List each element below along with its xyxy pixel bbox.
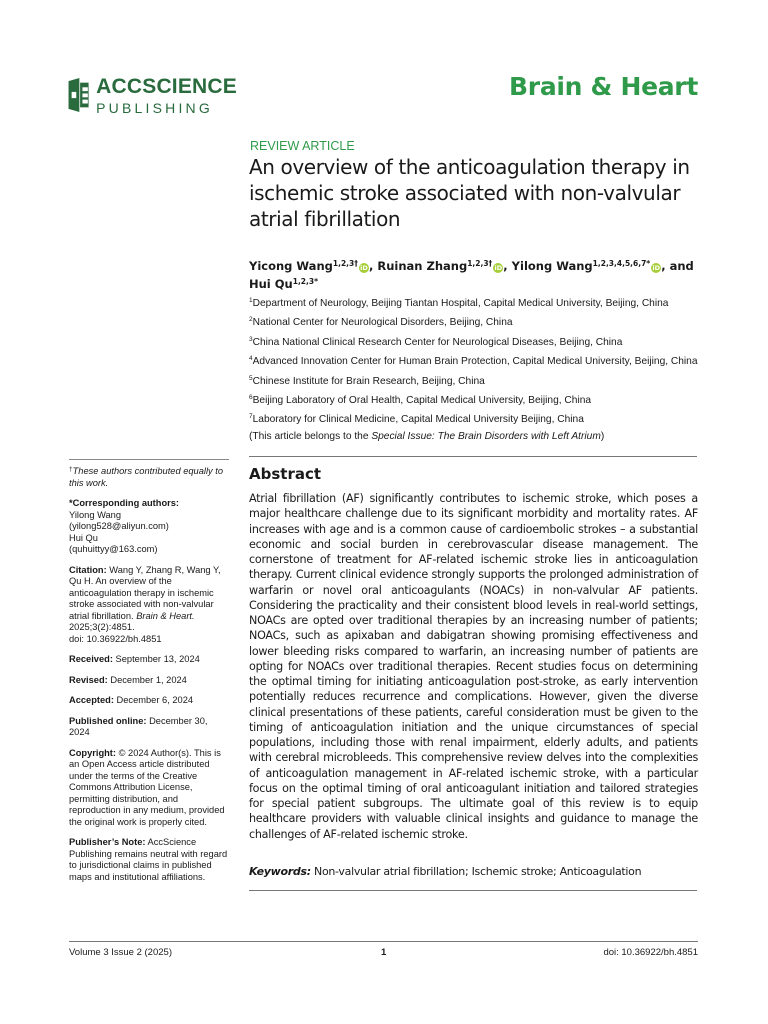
equal-contribution-note: †These authors contributed equally to this work. — [69, 459, 229, 489]
affiliation-item: $^6$Beijing Laboratory of Oral Health, Capital Medical University, Beijing, China — [249, 394, 592, 407]
affiliation-item: $^4$Advanced Innovation Center for Human Brain Protection, Capital Medical University, Beijing, China — [249, 355, 698, 368]
publisher-name-line1: ACCSCIENCE — [96, 74, 237, 98]
author-name: Yicong Wang — [249, 259, 333, 273]
sidebar-divider — [69, 459, 229, 460]
corr-email-2[interactable]: (quhuittyy@163.com) — [69, 544, 158, 554]
affiliation-item: $^5$Chinese Institute for Brain Research, Beijing, China — [249, 374, 485, 387]
publisher-note: Publisher’s Note: AccScience Publishing remains neutral with regard to jurisdictional claims in published maps and institutional affiliations. — [69, 837, 228, 882]
abstract-heading: Abstract — [249, 465, 322, 483]
orcid-icon[interactable]: iD — [652, 264, 661, 272]
published-date: Published online: December 30, 2024 — [69, 715, 208, 737]
affiliation-list — [249, 293, 719, 445]
abstract-body: Atrial fibrillation (AF) significantly contributes to ischemic stroke, which poses a major healthcare challenge due to its significant morbidity and mortality rates. AF increases with age and is a common cause of cardioembolic strokes – a substantial economic and social burden in cerebrovascular disease management. The cornerstone of treatment for AF-related ischemic stroke lies in anticoagulation therapy. Current clinical evidence strongly supports the prolonged administration of warfarin or novel oral anticoagulants (NOACs) in non-valvular AF patients. Considering the practicality and their consistent blood levels in real-world settings, NOACs are opted over traditional therapies by an increasing number of patients; NOACs, such as apixaban and dabigatran showing promising effectiveness and lower bleeding risks compared to warfarin, an increasing number of patients are opting for NOACs over traditional therapies. Recent studies focus on determining the optimal timing for initiating anticoagulation post-stroke, as early intervention potentially reduces recurrence and complications. However, given the diverse clinical presentations of these patients, careful consideration must be given to the timing of anticoagulation initiation and the unique circumstances of special populations, including those with renal impairment, elderly adults, and patients with cerebral microbleeds. This comprehensive review delves into the complexities of anticoagulation management in AF-related ischemic stroke, with a particular focus on the optimal timing of oral anticoagulant initiation and tailored strategies for special patient subgroups. The ultimate goal of this review is to equip healthcare providers with valuable clinical insights and guidance to manage the challenges of AF-related ischemic stroke. — [249, 492, 698, 841]
article-type: REVIEW ARTICLE — [250, 139, 355, 153]
orcid-icon[interactable]: iD — [494, 264, 503, 272]
page-number: 1 — [381, 947, 387, 958]
article-title: An overview of the anticoagulation therapy in ischemic stroke associated with non-valvular atrial fibrillation — [249, 155, 690, 231]
author-list — [249, 256, 709, 292]
abstract-top-divider — [249, 456, 697, 457]
publisher-name-line2: PUBLISHING — [96, 99, 213, 116]
accepted-date: Accepted: December 6, 2024 — [69, 695, 194, 705]
author-name: Ruinan Zhang — [377, 259, 468, 273]
corresponding-authors: *Corresponding authors: Yilong Wang (yilong528@aliyun.com) Hui Qu (quhuittyy@163.com) — [69, 498, 180, 554]
citation-doi[interactable]: doi: 10.36922/bh.4851 — [69, 633, 162, 644]
abstract-bottom-divider — [249, 890, 697, 891]
affiliation-item: $^3$China National Clinical Research Center for Neurological Diseases, Beijing, China — [249, 335, 623, 348]
revised-date: Revised: December 1, 2024 — [69, 674, 187, 685]
author-affiliation-marker: 1,2,3† — [332, 259, 358, 268]
author-separator: , — [503, 259, 512, 273]
author-separator: , — [368, 259, 378, 273]
keywords: Keywords: Non-valvular atrial fibrillation; Ischemic stroke; Anticoagulation — [249, 865, 642, 878]
copyright-notice: Copyright: © 2024 Author(s). This is an Open Access article distributed under the terms of the Creative Commons Attribution License, permitting distribution, and reproduction in any medium, provided the original work is properly cited. — [69, 747, 225, 827]
publisher-logo-icon — [67, 73, 90, 117]
affiliation-item: $^1$Department of Neurology, Beijing Tiantan Hospital, Capital Medical University, Beijing, China — [249, 297, 669, 309]
publisher-logo — [67, 73, 237, 117]
author-name: Hui Qu — [249, 277, 293, 291]
affiliation-item: $^7$Laboratory for Clinical Medicine, Capital Medical University Beijing, China — [249, 413, 584, 426]
footer-divider — [69, 941, 698, 942]
citation: Citation: Wang Y, Zhang R, Wang Y, Qu H. An overview of the anticoagulation therapy in ischemic stroke associated with non-valvular atrial fibrillation. Brain & Heart. 2025;3(2):4851. doi: 10.36922/bh.4851 — [69, 564, 221, 644]
received-date: Received: September 13, 2024 — [69, 654, 200, 664]
author-name: Yilong Wang — [511, 259, 593, 273]
author-affiliation-marker: 1,2,3,4,5,6,7* — [592, 259, 651, 268]
author-separator: , and — [661, 259, 694, 273]
orcid-icon[interactable]: iD — [360, 264, 368, 272]
footer-volume: Volume 3 Issue 2 (2025) — [69, 947, 172, 958]
corr-email-1[interactable]: (yilong528@aliyun.com) — [69, 521, 169, 531]
affiliation-item: $^2$National Center for Neurological Disorders, Beijing, China — [249, 316, 513, 329]
special-issue-note: (This article belongs to the Special Issue: The Brain Disorders with Left Atrium) — [249, 430, 605, 442]
journal-title: Brain & Heart — [509, 72, 698, 101]
article-info-sidebar — [69, 459, 229, 892]
special-issue-name: Special Issue: The Brain Disorders with Left Atrium — [371, 430, 601, 442]
footer-doi[interactable]: doi: 10.36922/bh.4851 — [603, 947, 698, 958]
author-affiliation-marker: 1,2,3† — [467, 259, 493, 268]
author-affiliation-marker: 1,2,3* — [292, 277, 319, 286]
